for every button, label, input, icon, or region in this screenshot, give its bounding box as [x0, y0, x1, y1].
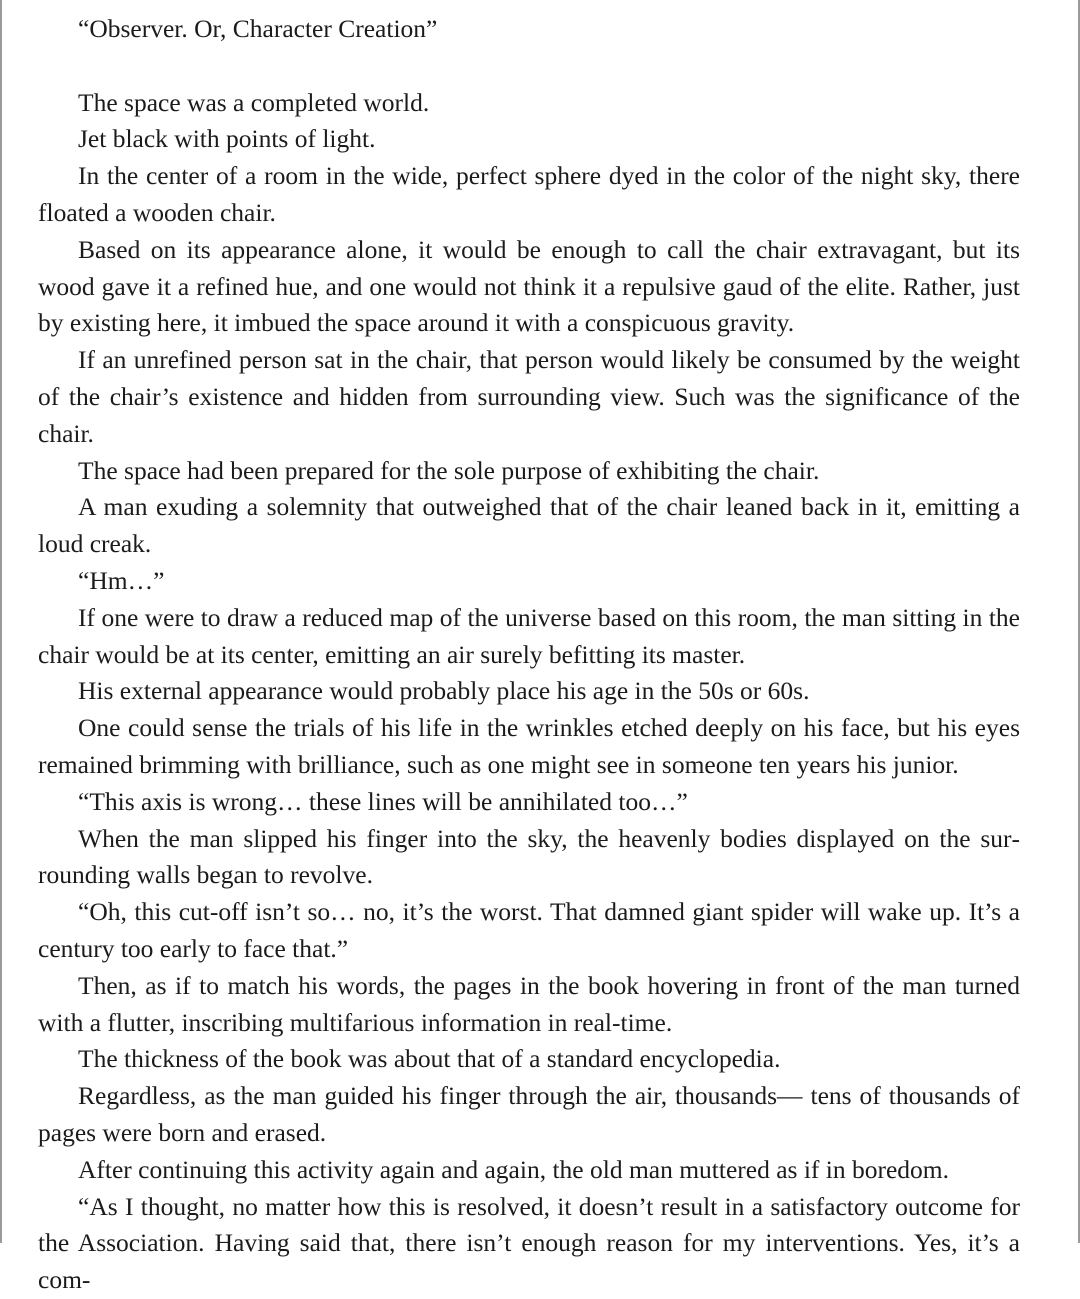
chapter-title: “Observer. Or, Character Creation”: [78, 14, 438, 43]
paragraph: Jet black with points of light.: [78, 124, 376, 154]
paragraph: The thickness of the book was about that of a standard encyclopedia.: [78, 1044, 781, 1074]
paragraph: His external appearance would probably place his age in the 50s or 60s.: [78, 676, 810, 706]
paragraph: The space had been prepared for the sole purpose of exhibiting the chair.: [78, 455, 820, 485]
paragraph: Then, as if to match his words, the pages in the book hovering in front of the man turned with a flutter, inscribing multifarious information in real-time.: [38, 970, 1020, 1037]
paragraph: If an unrefined person sat in the chair, that person would likely be consumed by the weight of the chair’s existence and hidden from surrounding view. Such was the significance of the chair.: [38, 345, 1020, 448]
paragraph: A man exuding a solemnity that outweighed that of the chair leaned back in it, emitting a loud creak.: [38, 492, 1020, 559]
paragraph: The space was a completed world.: [78, 87, 430, 117]
paragraph: When the man slipped his finger into the sky, the heavenly bodies displayed on the surrounding walls began to revolve.: [38, 823, 1020, 890]
paragraph: “Hm…”: [78, 565, 165, 595]
paragraph: Based on its appearance alone, it would be enough to call the chair extravagant, but its wood gave it a refined hue, and one would not think it a repulsive gaud of the elite. Rather, just by existing here, it imbued the space around it with a conspicuous gravity.: [38, 234, 1020, 338]
paragraph: “This axis is wrong… these lines will be annihilated too…”: [78, 786, 688, 816]
paragraph: “As I thought, no matter how this is resolved, it doesn’t result in a satisfactory outcome for the Association. Having said that, there isn’t enough reason for my interventions. Yes, it’s a com-: [38, 1191, 1020, 1295]
paragraph: One could sense the trials of his life in the wrinkles etched deeply on his face, but his eyes remained brimming with brilliance, such as one might see in someone ten years his junior.: [38, 713, 1020, 779]
paragraph: If one were to draw a reduced map of the universe based on this room, the man sitting in the chair would be at its center, emitting an air surely befitting its master.: [38, 602, 1020, 669]
page-text: [38, 11, 1020, 1299]
paragraph: In the center of a room in the wide, perfect sphere dyed in the color of the night sky, there floated a wooden chair.: [38, 161, 1020, 227]
paragraph: Regardless, as the man guided his finger through the air, thousands— tens of thousands of pages were born and erased.: [38, 1081, 1020, 1147]
paragraph: After continuing this activity again and again, the old man muttered as if in boredom.: [78, 1154, 950, 1184]
paragraph: “Oh, this cut-off isn’t so… no, it’s the worst. That damned giant spider will wake up. It’s a century too early to face that.”: [38, 897, 1020, 963]
